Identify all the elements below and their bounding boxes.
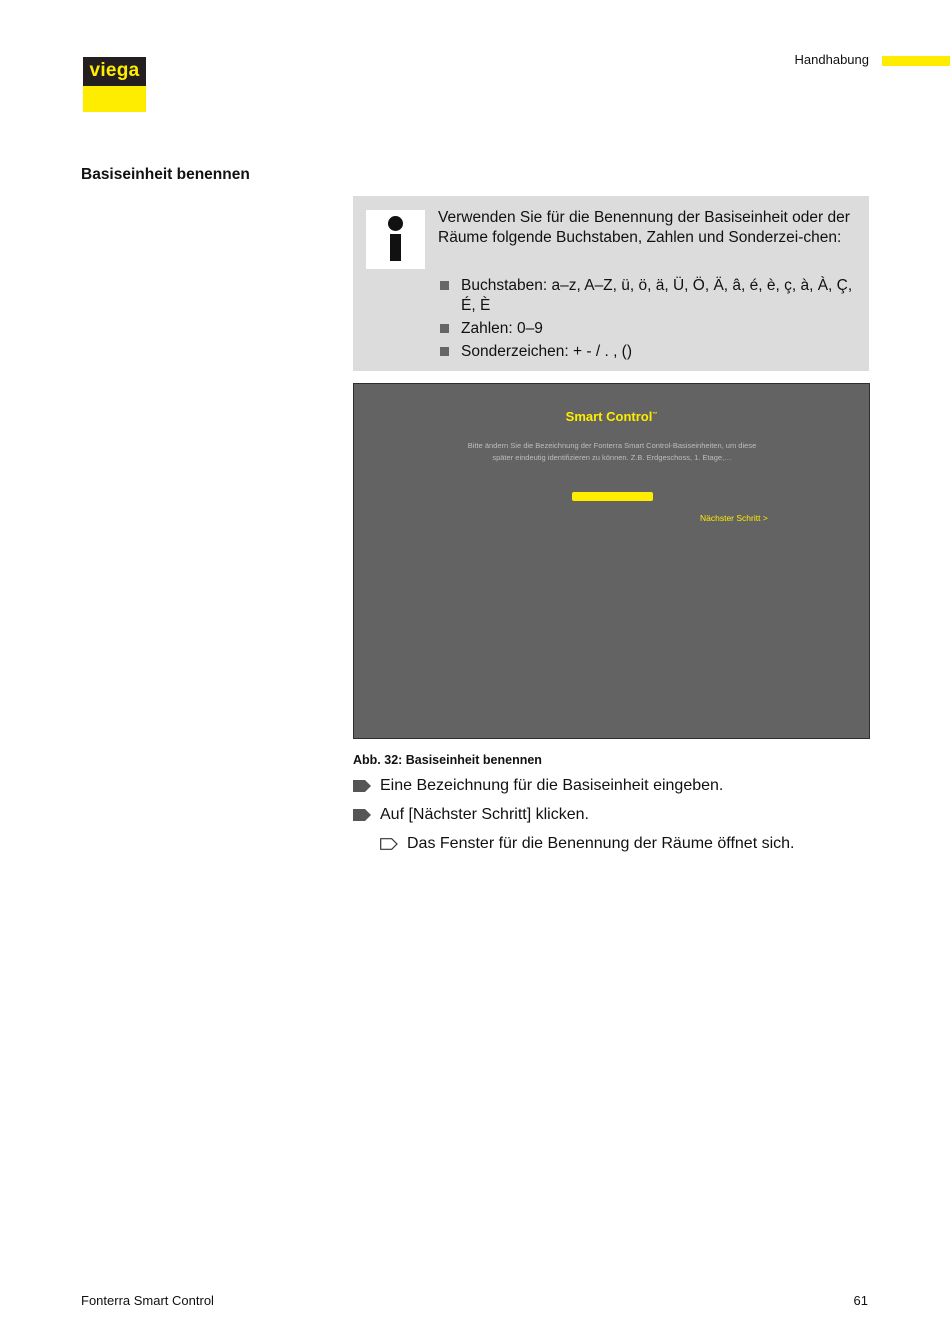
result-item: Das Fenster für die Benennung der Räume öffnet sich. <box>353 833 869 862</box>
list-item: Buchstaben: a–z, A–Z, ü, ö, ä, Ü, Ö, Ä, â, é, è, ç, à, À, Ç, É, È <box>438 276 858 315</box>
info-text: Verwenden Sie für die Benennung der Basiseinheit oder der Räume folgende Buchstaben, Zahlen und Sonderzei-chen: <box>438 209 850 246</box>
outline-arrow-icon <box>380 838 398 850</box>
app-screenshot <box>353 383 870 739</box>
next-step-link[interactable]: Nächster Schritt > <box>700 513 768 523</box>
square-bullet-icon <box>440 324 449 333</box>
chapter-label: Handhabung <box>794 52 869 67</box>
chapter-marker-bar <box>882 56 950 66</box>
square-bullet-icon <box>440 347 449 356</box>
step-item: Eine Bezeichnung für die Basiseinheit eingeben. <box>353 775 869 804</box>
page-number: 61 <box>853 1293 868 1308</box>
figure-caption: Abb. 32: Basiseinheit benennen <box>353 753 542 767</box>
filled-arrow-icon <box>353 780 371 792</box>
square-bullet-icon <box>440 281 449 290</box>
info-icon <box>366 210 425 269</box>
footer-doc-title: Fonterra Smart Control <box>81 1293 214 1308</box>
info-box <box>353 196 869 371</box>
section-title: Basiseinheit benennen <box>81 166 250 183</box>
logo-yellow-block <box>83 86 146 112</box>
base-unit-name-input[interactable] <box>572 492 653 501</box>
filled-arrow-icon <box>353 809 371 821</box>
instruction-steps <box>353 775 869 862</box>
screen-title: Smart Control™ <box>565 409 658 424</box>
viega-logo <box>83 57 146 112</box>
list-item: Sonderzeichen: + - / . , () <box>438 342 858 362</box>
list-item: Zahlen: 0–9 <box>438 319 858 339</box>
screen-description: Bitte ändern Sie die Bezeichnung der Fonterra Smart Control-Basiseinheiten, um diese später eindeutig identifizieren zu können. Z.B. Erdgeschoss, 1. Etage,… <box>467 441 757 462</box>
allowed-characters-list <box>438 276 858 365</box>
logo-wordmark: viega <box>83 57 146 86</box>
step-item: Auf [Nächster Schritt] klicken. <box>353 804 869 833</box>
